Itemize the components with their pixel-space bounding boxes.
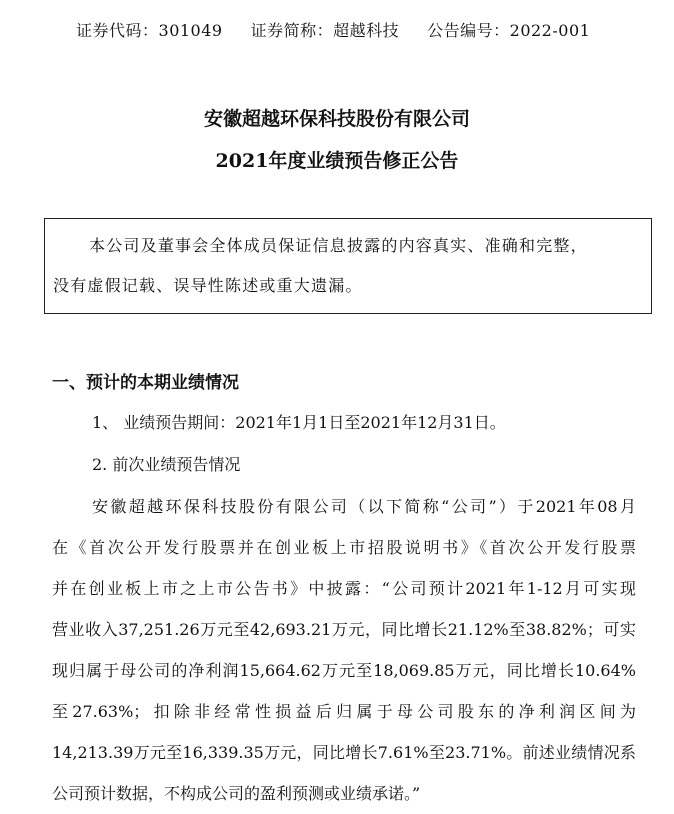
previous-forecast-item: 2. 前次业绩预告情况 [92, 455, 241, 474]
notice-number-label: 公告编号： [427, 21, 510, 40]
announcement-header [76, 18, 590, 41]
notice-number-value: 2022-001 [509, 21, 591, 40]
paragraph-line: 公司预计数据，不构成公司的盈利预测或业绩承诺。” [52, 784, 421, 803]
paragraph-line: 至27.63%；扣除非经常性损益后归属于母公司股东的净利润区间为 [52, 702, 636, 721]
paragraph-line: 并在创业板上市之上市公告书》中披露：“公司预计2021年1-12月可实现 [52, 579, 636, 598]
stock-code-label: 证券代码： [76, 21, 159, 40]
stock-short-name-value: 超越科技 [333, 21, 400, 40]
paragraph-line: 在《首次公开发行股票并在创业板上市招股说明书》《首次公开发行股票 [52, 538, 636, 557]
company-title: 安徽超越环保科技股份有限公司 [203, 108, 470, 130]
paragraph-line: 安徽超越环保科技股份有限公司（以下简称“公司”）于2021年08月 [92, 497, 636, 516]
stock-code-value: 301049 [158, 21, 223, 40]
paragraph-line: 营业收入37,251.26万元至42,693.21万元，同比增长21.12%至38.82%；可实 [52, 620, 636, 639]
disclosure-statement-line-1: 本公司及董事会全体成员保证信息披露的内容真实、准确和完整， [89, 236, 588, 255]
section-heading: 一、预计的本期业绩情况 [52, 373, 239, 393]
forecast-period-item: 1、 业绩预告期间：2021年1月1日至2021年12月31日。 [92, 413, 506, 432]
paragraph-line: 现归属于母公司的净利润15,664.62万元至18,069.85万元，同比增长10.64% [52, 661, 636, 680]
document-title: 2021年度业绩预告修正公告 [215, 150, 459, 172]
paragraph-line: 14,213.39万元至16,339.35万元，同比增长7.61%至23.71%。前述业绩情况系 [52, 743, 636, 762]
disclosure-statement-box [44, 218, 652, 314]
disclosure-statement-line-2: 没有虚假记载、误导性陈述或重大遗漏。 [53, 276, 363, 295]
stock-short-name-label: 证券简称： [250, 21, 334, 40]
